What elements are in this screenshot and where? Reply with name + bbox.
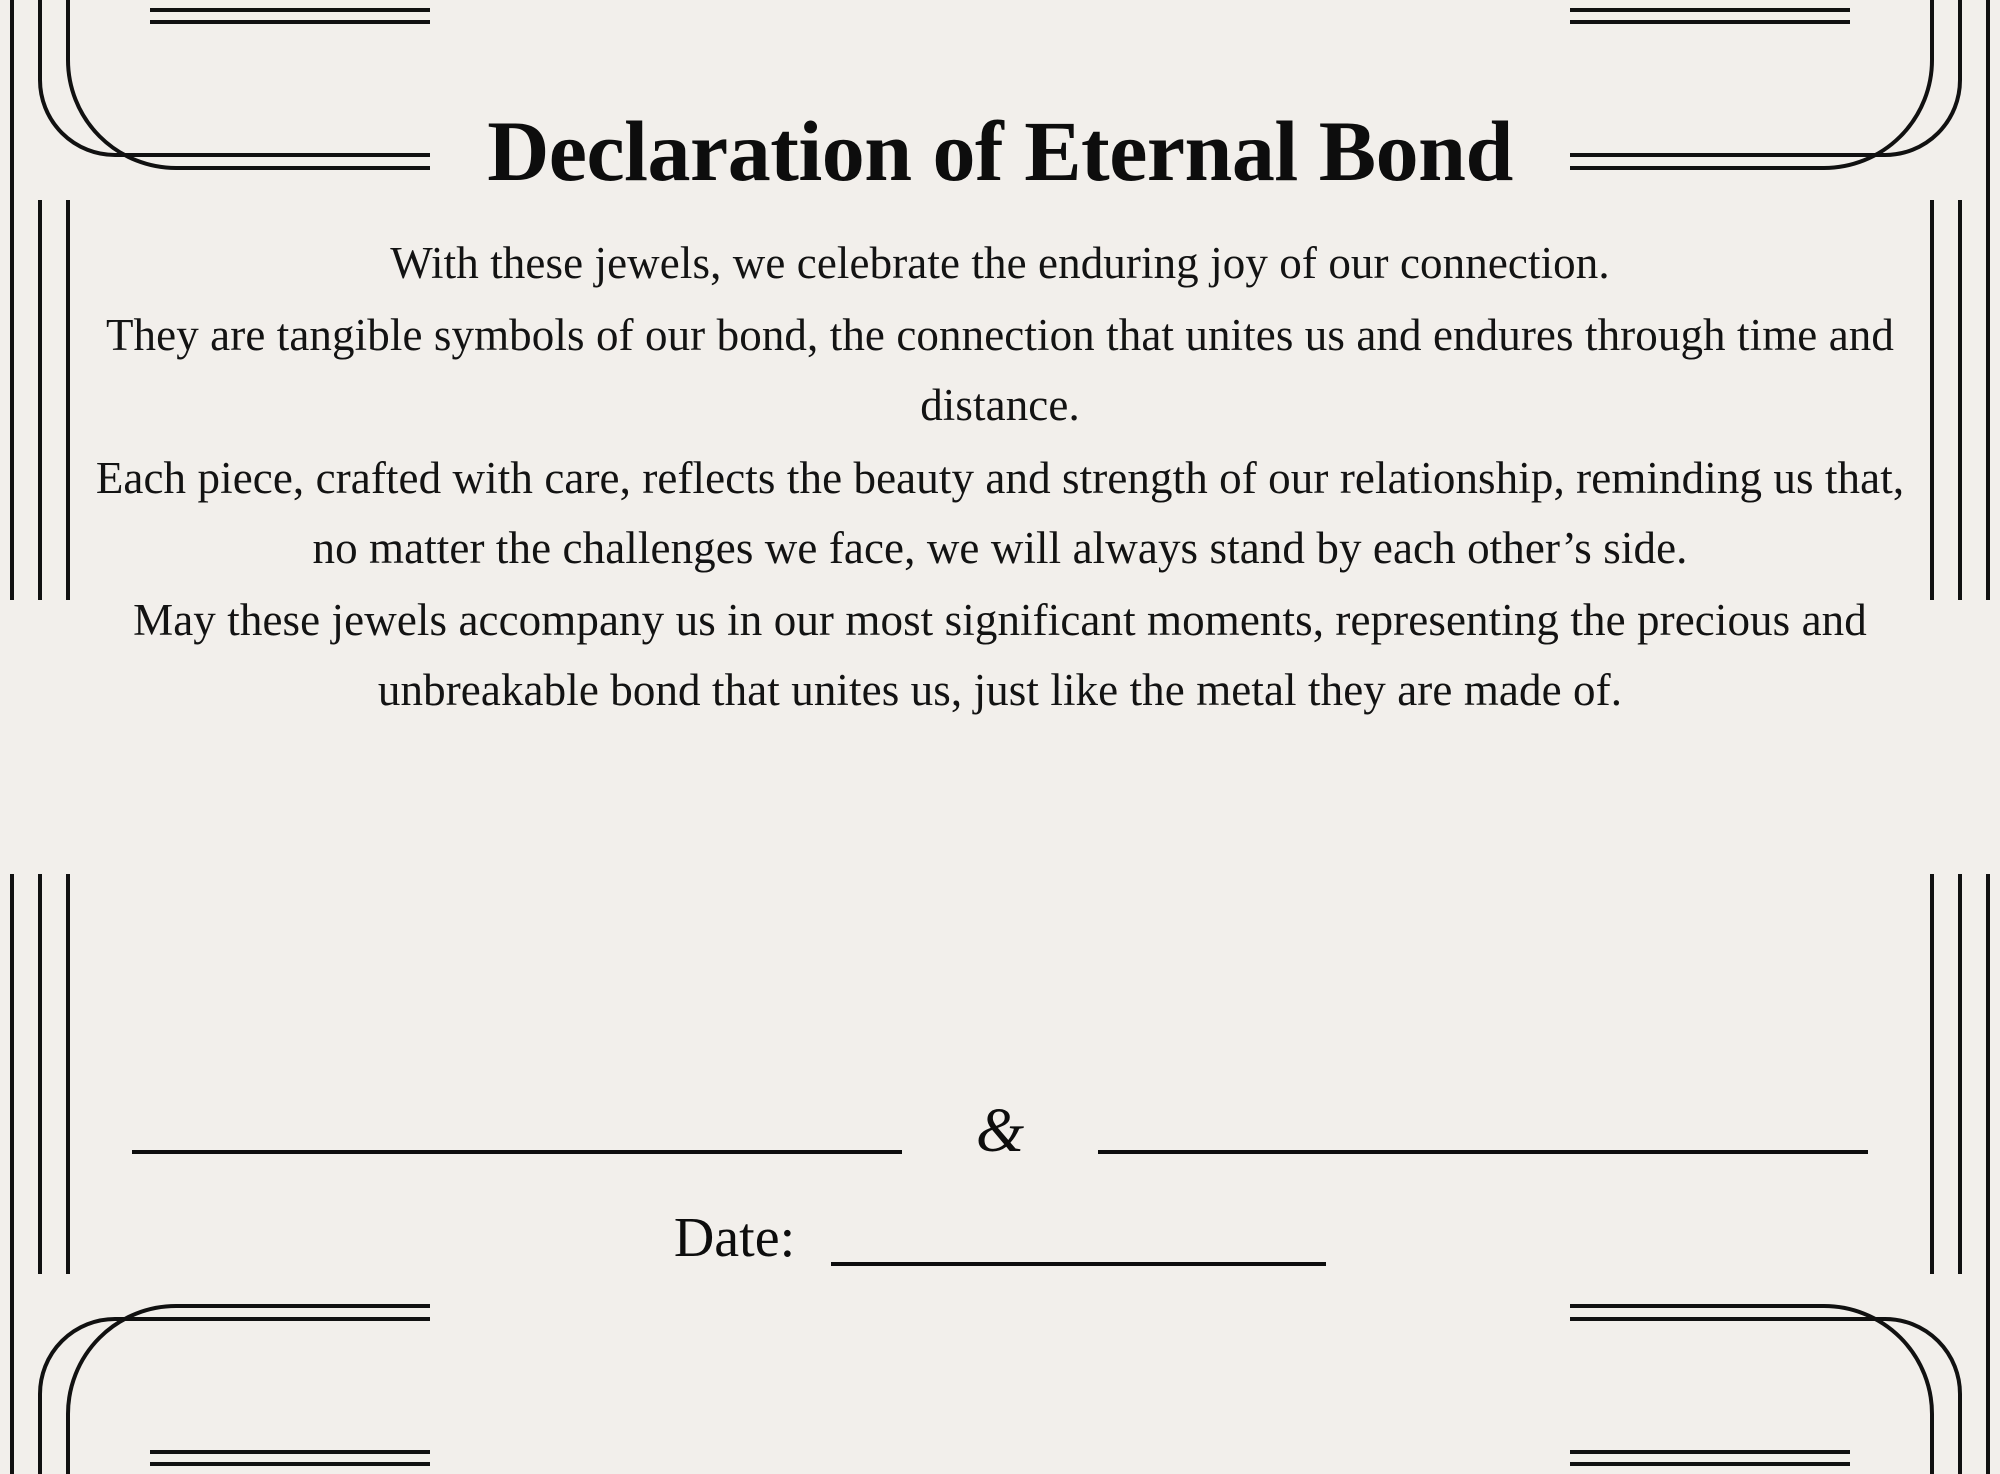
signature-line-left[interactable] — [132, 1150, 902, 1154]
signature-line-right[interactable] — [1098, 1150, 1868, 1154]
declaration-paragraph-2: They are tangible symbols of our bond, the connection that unites us and endures through time and distance. — [105, 310, 1895, 431]
declaration-body — [70, 228, 1930, 727]
date-label: Date: — [673, 1207, 796, 1269]
date-line[interactable] — [831, 1262, 1326, 1266]
page-title: Declaration of Eternal Bond — [487, 103, 1513, 199]
signature-row — [0, 1097, 2000, 1172]
declaration-paragraph-1: With these jewels, we celebrate the enduring joy of our connection. — [390, 238, 1610, 288]
signature-conjunction: & — [975, 1097, 1025, 1165]
declaration-paragraph-3: Each piece, crafted with care, reflects the beauty and strength of our relationship, reminding us that, no matter the challenges we face, we will always stand by each other’s side. — [95, 452, 1905, 573]
date-row — [0, 1207, 2000, 1276]
declaration-paragraph-4: May these jewels accompany us in our most significant moments, representing the precious and unbreakable bond that unites us, just like the metal they are made of. — [133, 594, 1867, 716]
